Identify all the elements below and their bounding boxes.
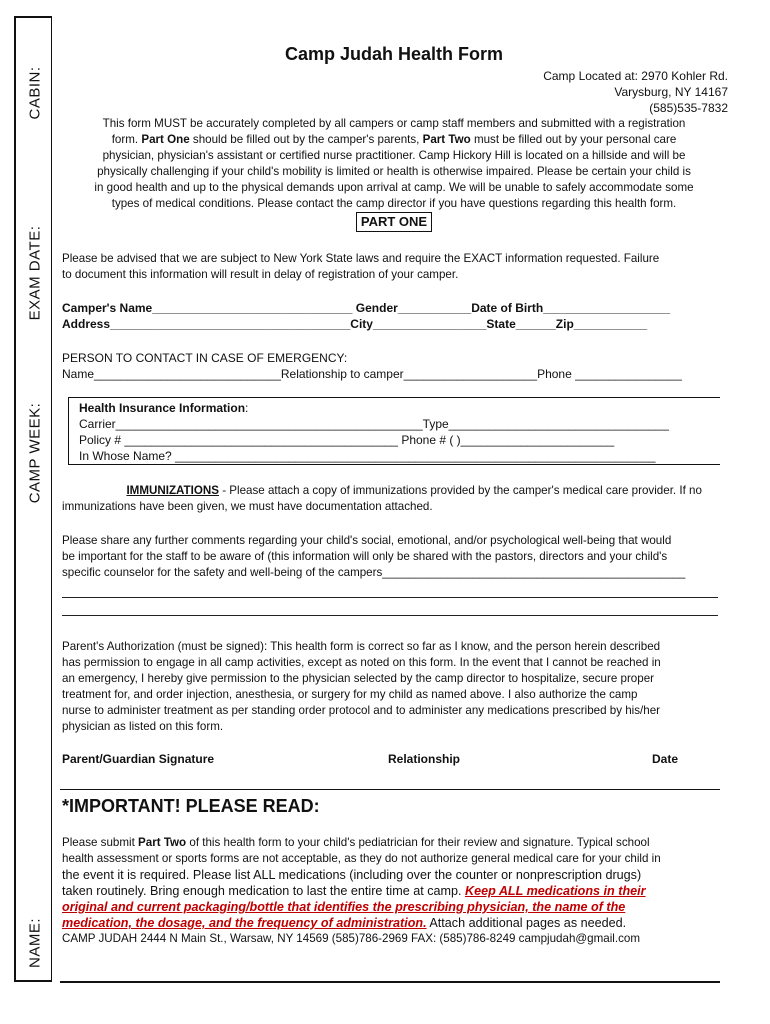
insurance-policy-field[interactable]: Policy # _________________________________________ Phone # ( )_______________________ [79,433,615,447]
emergency-contact-heading: PERSON TO CONTACT IN CASE OF EMERGENCY: [62,351,348,365]
important-divider [60,789,720,790]
intro-paragraph: This form MUST be accurately completed by all campers or camp staff members and submitted with a registration form. Part One should be filled out by the camper's parents, Part Two must be filled out by your personal care physician, physician's assistant or certified nurse practitioner. Camp Hickory Hill is located on a hillside and will be physically challenging if your child's mobility is limited or health is otherwise impaired. Please be certain your child is in good health and up to the physical demands upon arrival at camp. We will be unable to safely accommodate some types of medical conditions. Please contact the camp director if you have questions regarding this health form. [94,117,694,210]
camp-week-label: CAMP WEEK: [26,402,44,504]
name-label: NAME: [26,917,44,969]
comments-paragraph: Please share any further comments regarding your child's social, emotional, and/or psychological well-being that would be important for the staff to be aware of (this information will only be shared with the pastors, directors and your child's specific counselor for the safety and well-being of the campers_______________________________________________ [62,534,686,579]
insurance-heading: Health Insurance Information: [79,401,249,415]
camper-name-gender-dob-field[interactable]: Camper's Name______________________________ Gender___________Date of Birth___________________ [62,301,671,315]
emergency-contact-field[interactable]: Name____________________________Relationship to camper____________________Phone ________________ [62,367,682,381]
footer-divider [60,981,720,983]
important-heading: *IMPORTANT! PLEASE READ: [62,796,320,816]
important-paragraph: Please submit Part Two of this health form to your child's pediatrician for their review and signature. Typical school health assessment or sports forms are not acceptable, as they do not authorize general medical care for your child in the event it is required. Please list ALL medications (including over the counter or nonprescription drugs) taken routinely. Bring enough medication to last the entire time at camp. Keep ALL medications in their original and current packaging/bottle that identifies the prescribing physician, the name of the medication, the dosage, and the frequency of administration. Attach additional pages as needed. CAMP JUDAH 2444 N Main St., Warsaw, NY 14569 (585)786-2969 FAX: (585)786-8249 campjudah@gmail.com [62,835,726,947]
authorization-paragraph: Parent's Authorization (must be signed): This health form is correct so far as I know, and the person herein described has permission to engage in all camp activities, except as noted on this form. In the event that I cannot be reached in an emergency, I hereby give permission to the physician selected by the camp director to hospitalize, secure proper treatment for, and order injection, anesthesia, or surgery for my child as named above. I also authorize the camp nurse to administer treatment as per standing order protocol and to administer any medications prescribed by his/her physician as listed on this form. [62,640,661,733]
side-strip [14,16,52,982]
date-label[interactable]: Date [652,752,679,766]
part-one-heading: PART ONE [356,212,432,232]
insurance-whose-name-field[interactable]: In Whose Name? ________________________________________________________________________ [79,449,656,463]
immunizations-label: IMMUNIZATIONS [126,484,219,497]
comments-line-1[interactable] [62,597,718,598]
camp-contact-line: CAMP JUDAH 2444 N Main St., Warsaw, NY 14569 (585)786-2969 FAX: (585)786-8249 campjudah@gmail.com [62,932,640,945]
page-title: Camp Judah Health Form [284,44,504,64]
parent-signature-label[interactable]: Parent/Guardian Signature [62,752,215,766]
camper-address-field[interactable]: Address____________________________________City_________________State______Zip___________ [62,317,648,331]
exam-date-label: EXAM DATE: [26,225,44,321]
relationship-label[interactable]: Relationship [388,752,461,766]
location-phone: (585)535-7832 [649,101,728,115]
location-line-1: Camp Located at: 2970 Kohler Rd. [543,69,728,83]
insurance-box [68,397,720,465]
immunizations-paragraph: IMMUNIZATIONS - Please attach a copy of immunizations provided by the camper's medical care provider. If no immunizations have been given, we must have documentation attached. [62,484,702,513]
insurance-carrier-field[interactable]: Carrier______________________________________________Type_________________________________ [79,417,669,431]
location-line-2: Varysburg, NY 14167 [614,85,728,99]
advisory-paragraph: Please be advised that we are subject to New York State laws and require the EXACT information requested. Failure to document this information will result in delay of registration of your camper. [62,252,660,281]
comments-line-2[interactable] [62,615,718,616]
cabin-label: CABIN: [26,66,44,120]
